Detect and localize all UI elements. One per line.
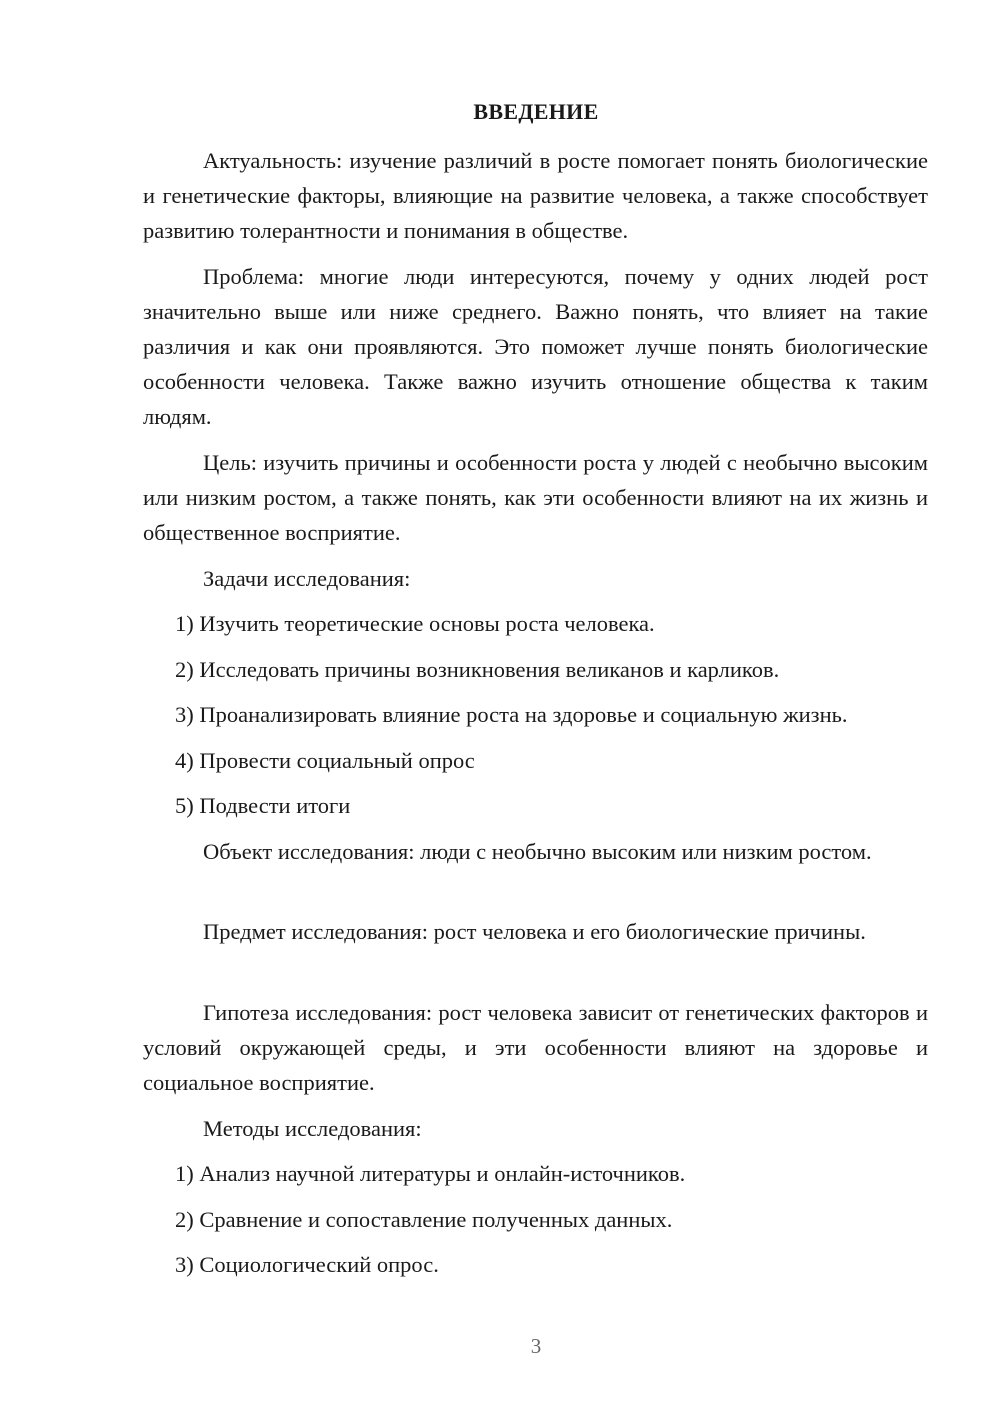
goal-paragraph: Цель: изучить причины и особенности роста у людей с необычно высоким или низким ростом, а также понять, как эти особенности влияют на их жизнь и общественное восприятие. (143, 450, 928, 545)
page-title: ВВЕДЕНИЕ (473, 99, 599, 124)
tasks-heading: Задачи исследования: (203, 566, 411, 591)
problem-paragraph: Проблема: многие люди интересуются, почему у одних людей рост значительно выше или ниже среднего. Важно понять, что влияет на такие различия и как они проявляются. Это поможет лучше понять биологические особенности человека. Также важно изучить отношение общества к таким людям. (143, 264, 928, 429)
task-item: 1) Изучить теоретические основы роста человека. (175, 611, 655, 636)
hypothesis-paragraph: Гипотеза исследования: рост человека зависит от генетических факторов и условий окружающей среды, и эти особенности влияют на здоровье и социальное восприятие. (143, 1000, 928, 1095)
subject-paragraph: Предмет исследования: рост человека и его биологические причины. (203, 919, 866, 944)
task-item: 2) Исследовать причины возникновения великанов и карликов. (175, 657, 780, 682)
task-item: 3) Проанализировать влияние роста на здоровье и социальную жизнь. (175, 702, 848, 727)
page-number: 3 (530, 1334, 542, 1358)
task-item: 5) Подвести итоги (175, 793, 351, 818)
object-paragraph: Объект исследования: люди с необычно высоким или низким ростом. (203, 839, 872, 864)
methods-heading: Методы исследования: (203, 1116, 422, 1141)
method-item: 2) Сравнение и сопоставление полученных данных. (175, 1207, 673, 1232)
task-item: 4) Провести социальный опрос (175, 748, 475, 773)
relevance-paragraph: Актуальность: изучение различий в росте помогает понять биологические и генетические факторы, влияющие на развитие человека, а также способствует развитию толерантности и понимания в обществе. (143, 148, 928, 243)
method-item: 3) Социологический опрос. (175, 1252, 439, 1277)
method-item: 1) Анализ научной литературы и онлайн-источников. (175, 1161, 686, 1186)
